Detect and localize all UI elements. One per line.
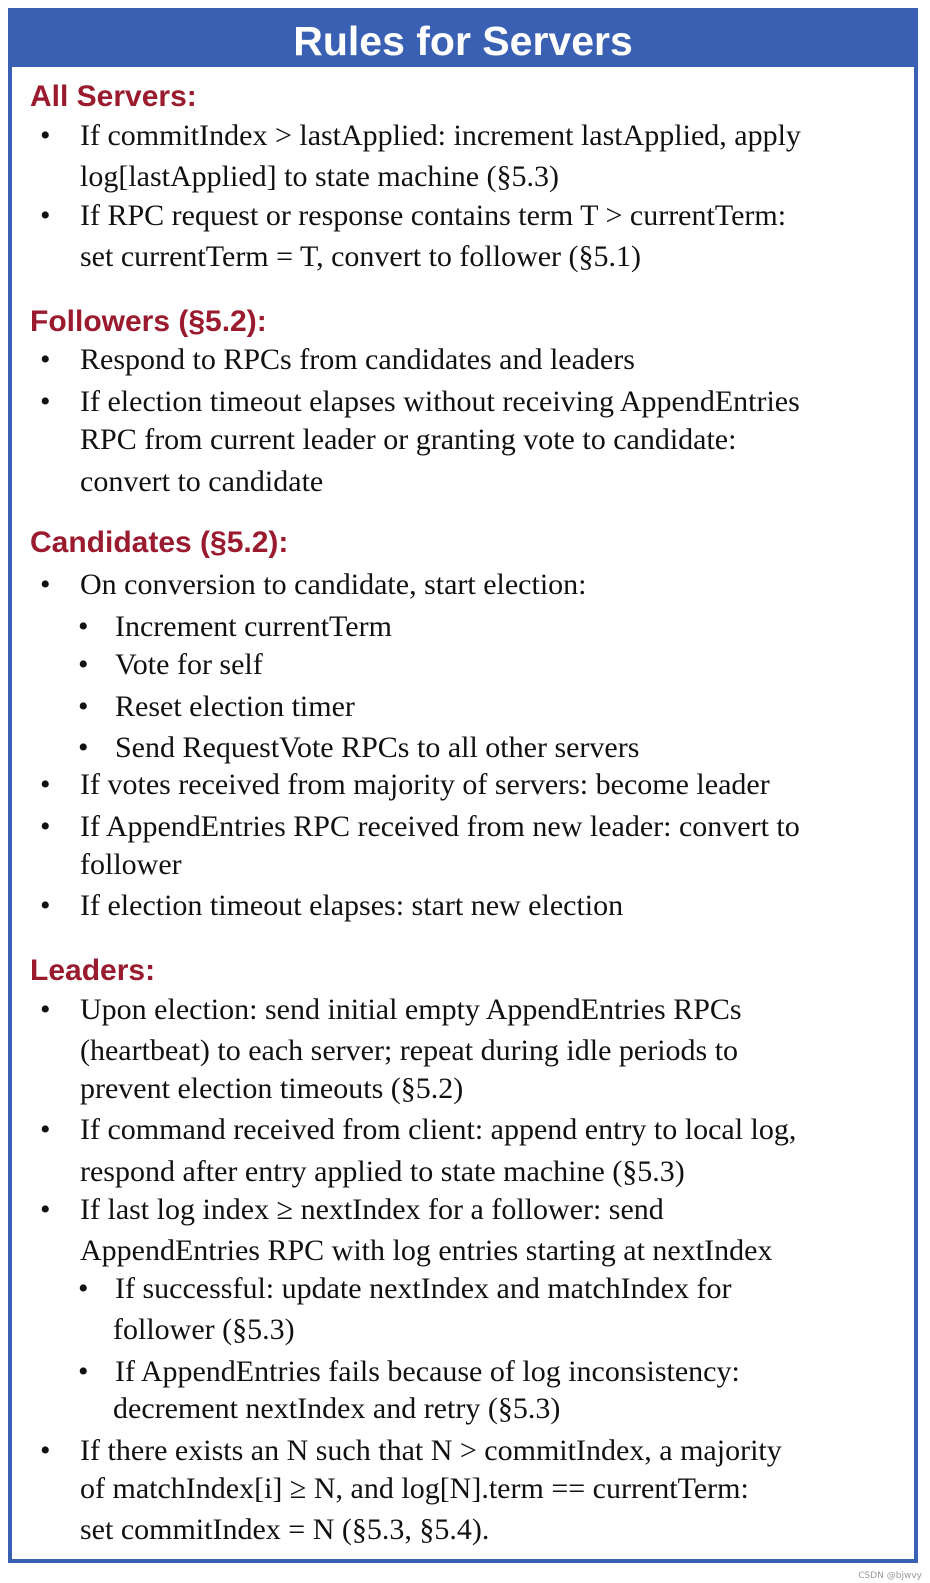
bullet: • [40, 1113, 51, 1146]
sub-rule-line: Send RequestVote RPCs to all other servers [115, 731, 640, 764]
bullet: • [40, 199, 51, 232]
sub-bullet: • [78, 1272, 89, 1305]
bullet: • [40, 119, 51, 152]
sub-rule-line: follower (§5.3) [113, 1313, 295, 1346]
rule-line: Upon election: send initial empty AppendEntries RPCs [80, 993, 742, 1026]
sub-bullet: • [78, 1355, 89, 1388]
rule-line: If AppendEntries RPC received from new leader: convert to [80, 810, 800, 843]
panel-title: Rules for Servers [12, 12, 914, 67]
sub-rule-line: If AppendEntries fails because of log inconsistency: [115, 1355, 740, 1388]
rule-line: set commitIndex = N (§5.3, §5.4). [80, 1513, 490, 1546]
rule-line: On conversion to candidate, start election: [80, 568, 587, 601]
rule-line: prevent election timeouts (§5.2) [80, 1072, 464, 1105]
rule-line: If command received from client: append entry to local log, [80, 1113, 797, 1146]
rule-line: If votes received from majority of servers: become leader [80, 768, 770, 801]
rule-line: If last log index ≥ nextIndex for a follower: send [80, 1193, 664, 1226]
sub-bullet: • [78, 610, 89, 643]
sub-bullet: • [78, 731, 89, 764]
sub-rule-line: Reset election timer [115, 690, 355, 723]
rule-line: follower [80, 848, 182, 881]
bullet: • [40, 568, 51, 601]
rule-line: log[lastApplied] to state machine (§5.3) [80, 160, 560, 193]
bullet: • [40, 385, 51, 418]
rule-line: respond after entry applied to state machine (§5.3) [80, 1155, 685, 1188]
rule-line: RPC from current leader or granting vote to candidate: [80, 423, 737, 456]
bullet: • [40, 343, 51, 376]
sub-bullet: • [78, 690, 89, 723]
rule-line: (heartbeat) to each server; repeat during idle periods to [80, 1034, 739, 1067]
rule-line: Respond to RPCs from candidates and leaders [80, 343, 635, 376]
bullet: • [40, 1434, 51, 1467]
rule-line: If election timeout elapses: start new election [80, 889, 624, 922]
rule-line: If election timeout elapses without receiving AppendEntries [80, 385, 800, 418]
sub-rule-line: Vote for self [115, 648, 263, 681]
sub-rule-line: Increment currentTerm [115, 610, 392, 643]
rule-line: AppendEntries RPC with log entries starting at nextIndex [80, 1234, 773, 1267]
sub-rule-line: decrement nextIndex and retry (§5.3) [113, 1392, 561, 1425]
rule-line: If RPC request or response contains term T > currentTerm: [80, 199, 787, 232]
rule-line: convert to candidate [80, 465, 324, 498]
bullet: • [40, 993, 51, 1026]
rule-line: of matchIndex[i] ≥ N, and log[N].term == currentTerm: [80, 1472, 749, 1505]
rule-line: If there exists an N such that N > commitIndex, a majority [80, 1434, 782, 1467]
bullet: • [40, 1193, 51, 1226]
watermark: CSDN @bjwvy [858, 1571, 922, 1581]
section-title-all-servers: All Servers: [30, 80, 197, 113]
bullet: • [40, 889, 51, 922]
bullet: • [40, 810, 51, 843]
section-title-leaders: Leaders: [30, 954, 156, 987]
rule-line: set currentTerm = T, convert to follower (§5.1) [80, 240, 642, 273]
sub-rule-line: If successful: update nextIndex and matchIndex for [115, 1272, 732, 1305]
sub-bullet: • [78, 648, 89, 681]
rule-line: If commitIndex > lastApplied: increment lastApplied, apply [80, 119, 801, 152]
section-title-candidates: Candidates (§5.2): [30, 526, 289, 559]
bullet: • [40, 768, 51, 801]
section-title-followers: Followers (§5.2): [30, 305, 267, 338]
